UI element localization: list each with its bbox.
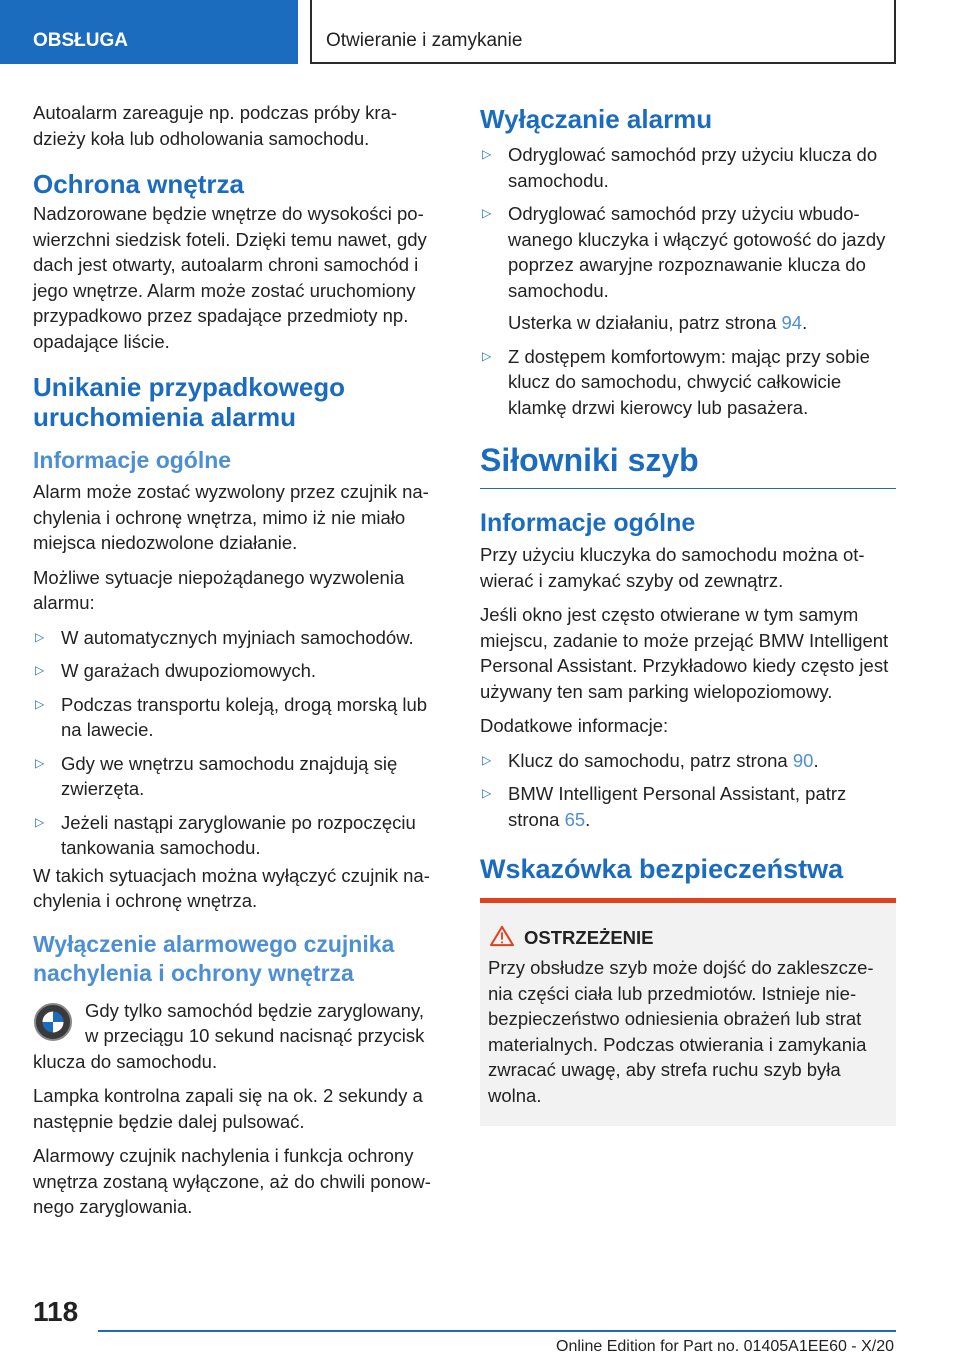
triangle-right-icon: ▷ xyxy=(35,814,45,829)
header-chapter: Otwieranie i zamykanie xyxy=(310,0,896,64)
footer-divider xyxy=(98,1330,896,1332)
disable-paragraph: W takich sytuacjach można wyłączyć czujnik nachylenia i ochronę wnętrza. xyxy=(33,864,430,911)
triangle-right-icon: ▷ xyxy=(35,663,45,677)
heading-interior-protection: Ochrona wnętrza xyxy=(33,169,244,199)
warning-text: Przy obsłudze szyb może dojść do zakleszczenia części ciała lub przedmiotów. Istnieje niebezpieczeństwo odniesienia obrażeń lub strat materialnych. Podczas otwierania i zamykania zwracać uwagę, aby strefa ruchu szyb była wolna. xyxy=(488,957,874,1106)
heading-window-actuators: Siłowniki szyb xyxy=(480,440,896,489)
malfunction-note: Usterka w działaniu, patrz strona 94. xyxy=(508,312,808,333)
additional-info-label: Dodatkowe informacje: xyxy=(480,715,669,736)
warning-triangle-icon xyxy=(488,925,516,947)
heading-general-info-windows: Informacje ogólne xyxy=(480,509,696,537)
windows-paragraph-1: Przy użyciu kluczyka do samochodu można otwierać i zamykać szyby od zewnątrz. xyxy=(480,544,865,591)
windows-paragraph-2: Jeśli okno jest często otwierane w tym samym miejscu, zadanie to może przejąć BMW Intelligent Personal Assistant. Przykładowo kiedy często jest używany ten sam parking wielopoziomowy. xyxy=(480,604,889,702)
triangle-right-icon: ▷ xyxy=(482,786,492,800)
heading-disable-alarm: Wyłączanie alarmu xyxy=(480,104,713,134)
key-paragraph: Gdy tylko samochód będzie zaryglowany, w przeciągu 10 sekund nacisnąć przycisk klucza do samochodu. xyxy=(33,999,425,1072)
list-item: ▷ Odryglować samochód przy użyciu klucza do samochodu. xyxy=(482,144,878,191)
triangle-right-icon: ▷ xyxy=(35,696,45,711)
triangle-right-icon: ▷ xyxy=(482,147,492,161)
triangle-right-icon: ▷ xyxy=(35,629,45,644)
triangle-right-icon: ▷ xyxy=(482,206,492,220)
warning-box xyxy=(480,898,896,1126)
disable-alarm-list xyxy=(480,142,896,420)
interior-paragraph: Nadzorowane będzie wnętrze do wysokości powierzchni siedzisk foteli. Dzięki temu nawet, gdy dach jest otwarty, autoalarm chroni samochód i jego wnętrze. Alarm może zostać uruchomiony przypadkowo przez spadające przedmioty np. opadające liście. xyxy=(33,203,427,352)
list-item: ▷ Jeżeli nastąpi zaryglowanie po rozpoczęciu tankowania samochodu. xyxy=(35,811,416,858)
left-column xyxy=(33,100,437,1229)
right-column xyxy=(480,100,896,1126)
situations-paragraph: Możliwe sytuacje niepożądanego wyzwolenia alarmu: xyxy=(33,566,405,613)
lamp-paragraph: Lampka kontrolna zapali się na ok. 2 sekundy a następnie będzie dalej pulsować. xyxy=(33,1085,423,1132)
heading-avoid-false-alarm: Unikanie przypadkowego uruchomienia alarmu xyxy=(33,372,346,432)
heading-safety-note: Wskazówka bezpieczeństwa xyxy=(480,854,844,884)
list-item: ▷ BMW Intelligent Personal Assistant, patrz strona 65. xyxy=(482,783,847,830)
header-section: OBSŁUGA xyxy=(0,0,298,64)
triangle-right-icon: ▷ xyxy=(482,348,492,363)
list-item: ▷ Gdy we wnętrzu samochodu znajdują się zwierzęta. xyxy=(35,752,398,799)
triangle-right-icon: ▷ xyxy=(35,755,45,770)
intro-paragraph: Autoalarm zareaguje np. podczas próby kradzieży koła lub odholowania samochodu. xyxy=(33,102,398,149)
page-link-90[interactable]: 90 xyxy=(792,749,814,771)
off-paragraph: Alarmowy czujnik nachylenia i funkcja ochrony wnętrza zostaną wyłączone, aż do chwili ponownego zaryglowania. xyxy=(33,1145,431,1217)
list-item: ▷ Odryglować samochód przy użyciu wbudowanego kluczyka i włączyć gotowość do jazdy poprzez awaryjne rozpoznawanie klucza do samochodu. Usterka w działaniu, patrz strona 94. xyxy=(480,201,896,336)
list-item: ▷ Podczas transportu koleją, drogą morską lub na lawecie. xyxy=(35,693,428,740)
list-item: ▷ W garażach dwupoziomowych. xyxy=(33,658,437,684)
bmw-key-icon xyxy=(33,1002,73,1042)
page-link-65[interactable]: 65 xyxy=(564,808,586,830)
page-link-94[interactable]: 94 xyxy=(781,312,803,333)
situations-list xyxy=(33,625,437,861)
list-item: ▷ Z dostępem komfortowym: mając przy sobie klucz do samochodu, chwycić całkowicie klamkę drzwi kierowcy lub pasażera. xyxy=(482,345,870,418)
list-item: ▷ Klucz do samochodu, patrz strona 90. xyxy=(480,748,896,774)
warning-title: OSTRZEŻENIE xyxy=(488,925,888,951)
triangle-right-icon: ▷ xyxy=(482,752,492,767)
list-item: ▷ W automatycznych myjniach samochodów. xyxy=(33,625,437,651)
general-paragraph: Alarm może zostać wyzwolony przez czujnik nachylenia i ochronę wnętrza, mimo iż nie miało miejsca niedozwolone działanie. xyxy=(33,481,429,553)
heading-general-info: Informacje ogólne xyxy=(33,447,232,473)
additional-info-list xyxy=(480,748,896,833)
heading-switch-off-sensor: Wyłączenie alarmowego czujnika nachylenia i ochrony wnętrza xyxy=(33,930,395,986)
footer-edition: Online Edition for Part no. 01405A1EE60 - X/20 xyxy=(556,1338,894,1355)
page-number: 118 xyxy=(33,1296,79,1327)
